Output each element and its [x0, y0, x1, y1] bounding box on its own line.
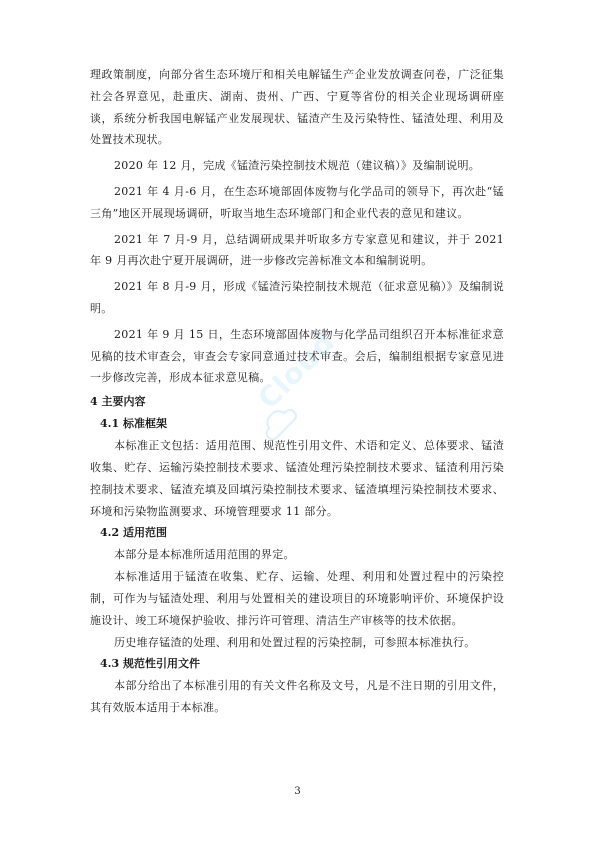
- paragraph-2021-09-15: 2021 年 9 月 15 日，生态环境部固体废物与化学品司组织召开本标准征求意见稿的技术审查会，审查会专家同意通过技术审查。会后，编制组根据专家意见进一步修改完善，形成本征求意见稿。: [90, 327, 504, 385]
- subsection-heading-scope: 4.2 适用范围: [100, 526, 167, 540]
- paragraph-2021-07: 2021 年 7 月-9 月，总结调研成果并听取多方专家意见和建议，并于 2021 年 9 月再次赴宁夏开展调研，进一步修改完善标准文本和编制说明。: [90, 232, 504, 268]
- paragraph-2021-04: 2021 年 4 月-6 月，在生态环境部固体废物与化学品司的领导下，再次赴“锰三角”地区开展现场调研，听取当地生态环境部门和企业代表的意见和建议。: [90, 184, 504, 220]
- paragraph-scope-intro: 本部分是本标准所适用范围的界定。: [114, 548, 295, 562]
- subsection-heading-normative-references: 4.3 规范性引用文件: [100, 657, 200, 671]
- paragraph-scope-applicability: 本标准适用于锰渣在收集、贮存、运输、处理、利用和处置过程中的污染控制，可作为与锰渣处理、利用与处置相关的建设项目的环境影响评价、环境保护设施设计、竣工环境保护验收、排污许可管理、清洁生产审核等的技术依据。: [90, 570, 504, 627]
- page-body: [90, 64, 504, 719]
- watermark-text: Cloud: [251, 325, 342, 416]
- paragraph-framework: 本标准正文包括：适用范围、规范性引用文件、术语和定义、总体要求、锰渣收集、贮存、运输污染控制技术要求、锰渣处理污染控制技术要求、锰渣利用污染控制技术要求、锰渣充填及回填污染控制技术要求、锰渣填埋污染控制技术要求、环境和污染物监测要求、环境管理要求 11 部分。: [90, 439, 504, 518]
- paragraph-scope-historical: 历史堆存锰渣的处理、利用和处置过程的污染控制，可参照本标准执行。: [114, 635, 476, 649]
- page-number: 3: [294, 786, 301, 797]
- paragraph-2021-08: 2021 年 8 月-9 月，形成《锰渣污染控制技术规范（征求意见稿）》及编制说明。: [90, 280, 504, 315]
- paragraph-work-process-continued: 理政策制度，向部分省生态环境厅和相关电解锰生产企业发放调查问卷，广泛征集社会各界意见，赴重庆、湖南、贵州、广西、宁夏等省份的相关企业现场调研座谈，系统分析我国电解锰产业发展现状、锰渣产生及污染特性、锰渣处理、利用及处置技术现状。: [90, 68, 504, 147]
- subsection-heading-framework: 4.1 标准框架: [100, 417, 167, 431]
- paragraph-2020-12: 2020 年 12 月，完成《锰渣污染控制技术规范（建议稿）》及编制说明。: [114, 159, 481, 173]
- paragraph-normative-references: 本部分给出了本标准引用的有关文件名称及文号，凡是不注日期的引用文件，其有效版本适用于本标准。: [90, 679, 504, 715]
- section-heading-main-content: 4 主要内容: [90, 395, 146, 409]
